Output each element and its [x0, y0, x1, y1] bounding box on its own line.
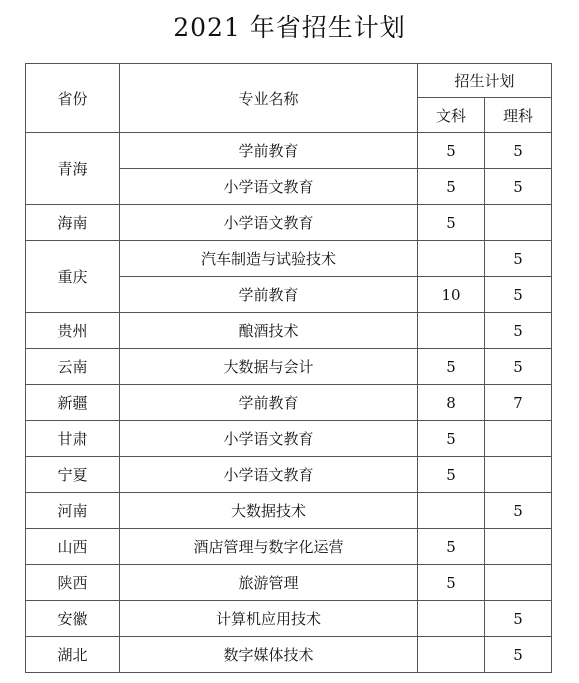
province-cell: 新疆: [26, 385, 120, 421]
header-province: 省份: [26, 64, 120, 133]
header-row: [26, 64, 552, 98]
major-cell: 数字媒体技术: [120, 637, 418, 673]
wen-count-cell: 5: [418, 565, 485, 601]
wen-count-cell: 5: [418, 169, 485, 205]
header-plan: 招生计划: [418, 64, 552, 98]
table-row: [26, 601, 552, 637]
li-count-cell: 5: [485, 493, 552, 529]
province-cell: 贵州: [26, 313, 120, 349]
li-count-cell: [485, 457, 552, 493]
li-count-cell: 5: [485, 313, 552, 349]
province-cell: 重庆: [26, 241, 120, 313]
major-cell: 小学语文教育: [120, 205, 418, 241]
li-count-cell: 5: [485, 349, 552, 385]
province-cell: 湖北: [26, 637, 120, 673]
province-cell: 青海: [26, 133, 120, 205]
header-wen: 文科: [418, 98, 485, 133]
table-row: [26, 241, 552, 277]
table-row: [26, 421, 552, 457]
major-cell: 学前教育: [120, 277, 418, 313]
wen-count-cell: 10: [418, 277, 485, 313]
li-count-cell: 5: [485, 133, 552, 169]
wen-count-cell: [418, 493, 485, 529]
table-row: [26, 637, 552, 673]
province-cell: 海南: [26, 205, 120, 241]
li-count-cell: 5: [485, 637, 552, 673]
wen-count-cell: 8: [418, 385, 485, 421]
wen-count-cell: 5: [418, 421, 485, 457]
major-cell: 小学语文教育: [120, 457, 418, 493]
wen-count-cell: 5: [418, 529, 485, 565]
province-cell: 安徽: [26, 601, 120, 637]
major-cell: 学前教育: [120, 385, 418, 421]
li-count-cell: 7: [485, 385, 552, 421]
wen-count-cell: [418, 241, 485, 277]
major-cell: 旅游管理: [120, 565, 418, 601]
province-cell: 山西: [26, 529, 120, 565]
major-cell: 酿酒技术: [120, 313, 418, 349]
wen-count-cell: 5: [418, 205, 485, 241]
li-count-cell: 5: [485, 169, 552, 205]
table-body: [26, 133, 552, 673]
province-cell: 云南: [26, 349, 120, 385]
wen-count-cell: [418, 313, 485, 349]
li-count-cell: 5: [485, 241, 552, 277]
li-count-cell: 5: [485, 277, 552, 313]
province-cell: 甘肃: [26, 421, 120, 457]
province-cell: 宁夏: [26, 457, 120, 493]
major-cell: 计算机应用技术: [120, 601, 418, 637]
li-count-cell: [485, 421, 552, 457]
header-li: 理科: [485, 98, 552, 133]
page-title: 2021 年省招生计划: [173, 13, 406, 42]
major-cell: 汽车制造与试验技术: [120, 241, 418, 277]
li-count-cell: 5: [485, 601, 552, 637]
major-cell: 大数据技术: [120, 493, 418, 529]
major-cell: 小学语文教育: [120, 169, 418, 205]
table-row: [26, 313, 552, 349]
enrollment-plan-table: [25, 63, 552, 673]
wen-count-cell: [418, 601, 485, 637]
wen-count-cell: [418, 637, 485, 673]
table-row: [26, 493, 552, 529]
province-cell: 陕西: [26, 565, 120, 601]
major-cell: 小学语文教育: [120, 421, 418, 457]
major-cell: 大数据与会计: [120, 349, 418, 385]
li-count-cell: [485, 565, 552, 601]
major-cell: 酒店管理与数字化运营: [120, 529, 418, 565]
table-row: [26, 349, 552, 385]
wen-count-cell: 5: [418, 349, 485, 385]
wen-count-cell: 5: [418, 457, 485, 493]
table-row: [26, 385, 552, 421]
table-row: [26, 529, 552, 565]
table-row: [26, 133, 552, 169]
wen-count-cell: 5: [418, 133, 485, 169]
table-row: [26, 457, 552, 493]
major-cell: 学前教育: [120, 133, 418, 169]
li-count-cell: [485, 529, 552, 565]
table-row: [26, 205, 552, 241]
header-major: 专业名称: [120, 64, 418, 133]
table-row: [26, 565, 552, 601]
province-cell: 河南: [26, 493, 120, 529]
li-count-cell: [485, 205, 552, 241]
